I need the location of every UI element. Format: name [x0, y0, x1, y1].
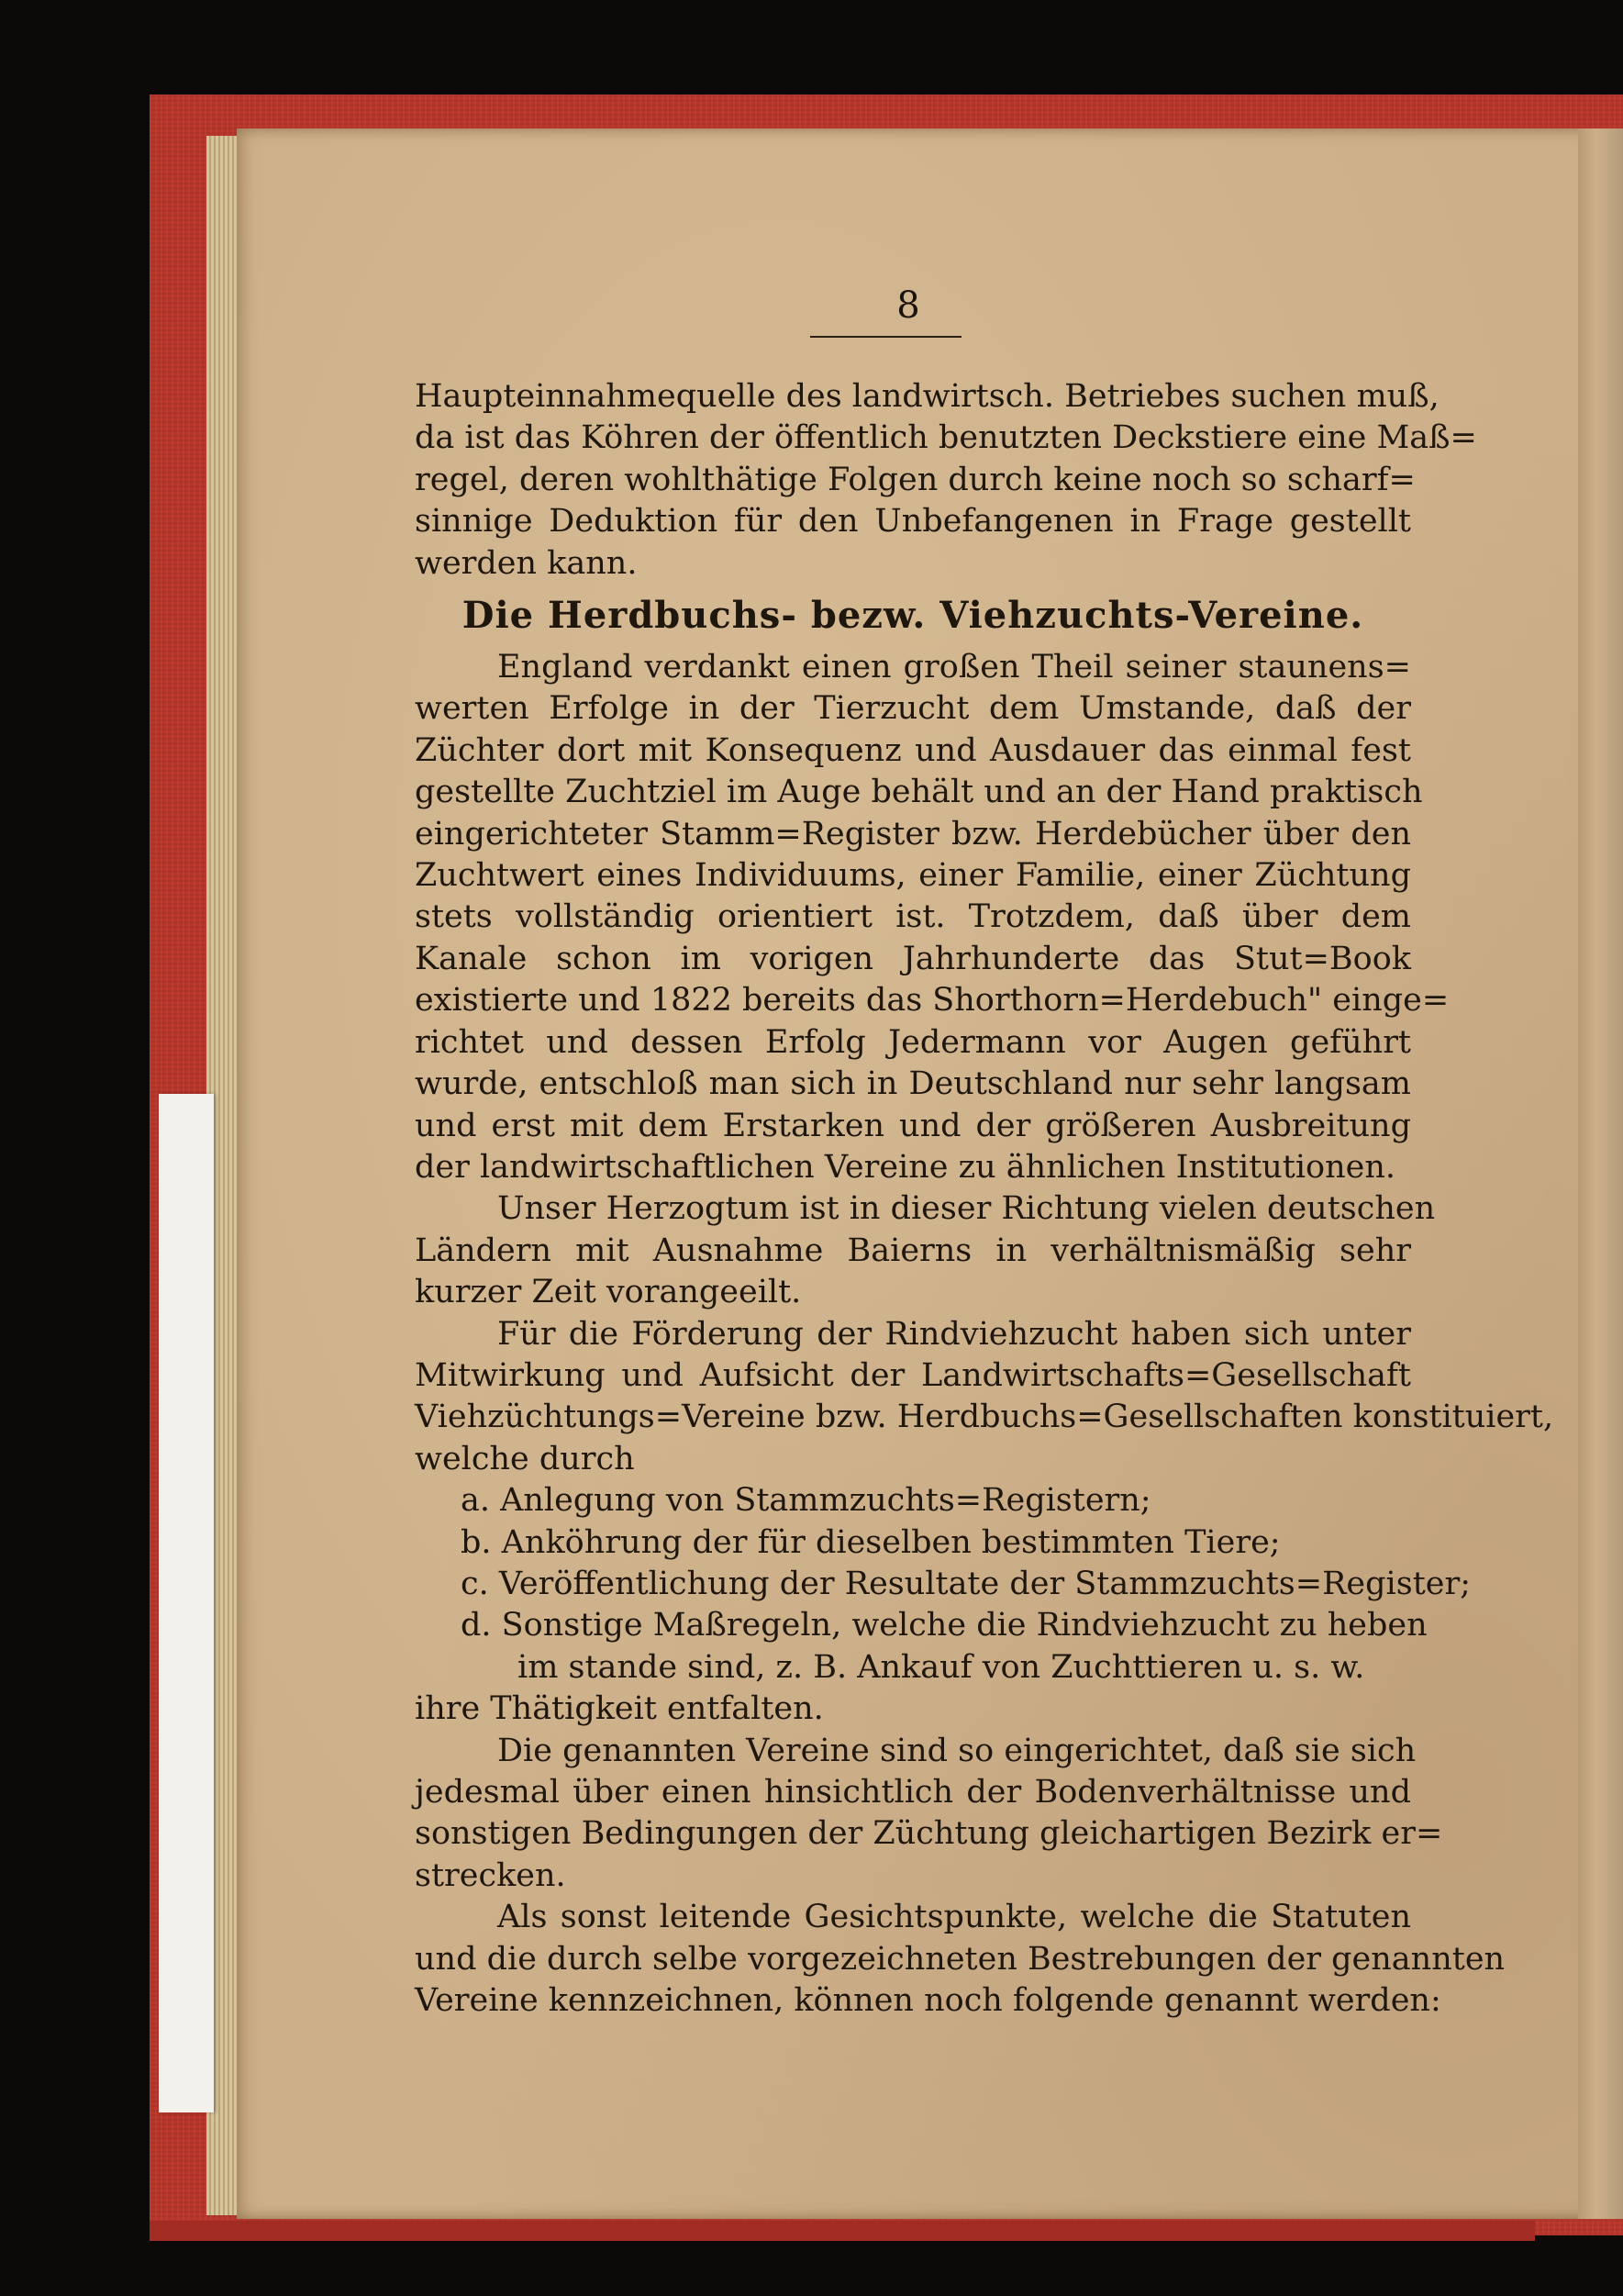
paragraph-foerderung: [415, 1314, 1554, 1481]
text-line: sonstigen Bedingungen der Züchtung gleichartigen Bezirk er=: [415, 1815, 1443, 1853]
text-line: richtet und dessen Erfolg Jedermann vor Augen geführt: [415, 1023, 1411, 1061]
book-cover-lower-edge: [150, 2221, 1535, 2241]
text-line: existierte und 1822 bereits das Shorthorn=Herdebuch" einge=: [415, 982, 1450, 1020]
text-line: Viehzüchtungs=Vereine bzw. Herdbuchs=Gesellschaften konstituiert,: [415, 1399, 1554, 1436]
text-line: sinnige Deduktion für den Unbefangenen in Frage gestellt: [415, 503, 1411, 541]
page-gutter-shadow: [1578, 128, 1623, 2219]
paragraph-england: [415, 647, 1450, 1188]
list-item: b. Anköhrung der für dieselben bestimmten Tiere;: [461, 1523, 1281, 1561]
text-line: jedesmal über einen hinsichtlich der Bodenverhältnisse und: [415, 1774, 1411, 1811]
text-line: ihre Thätigkeit entfalten.: [415, 1690, 824, 1728]
text-line: und erst mit dem Erstarken und der größeren Ausbreitung: [415, 1107, 1411, 1144]
text-line: werden kann.: [415, 544, 638, 582]
text-line: Unser Herzogtum ist in dieser Richtung vielen deutschen: [497, 1190, 1436, 1228]
text-line: gestellte Zuchtziel im Auge behält und an der Hand praktisch: [415, 774, 1423, 811]
list-item: d. Sonstige Maßregeln, welche die Rindviehzucht zu heben: [461, 1607, 1428, 1644]
text-line: der landwirtschaftlichen Vereine zu ähnlichen Institutionen.: [415, 1148, 1396, 1186]
text-line: Zuchtwert eines Individuums, einer Familie, einer Züchtung: [415, 857, 1411, 895]
text-line: Kanale schon im vorigen Jahrhunderte das Stut=Book: [415, 940, 1411, 977]
text-line: wurde, entschloß man sich in Deutschland nur sehr langsam: [415, 1065, 1411, 1103]
page-text-block: [415, 376, 1554, 2022]
text-line: regel, deren wohlthätige Folgen durch keine noch so scharf=: [415, 461, 1416, 498]
text-line: Züchter dort mit Konsequenz und Ausdauer das einmal fest: [415, 731, 1411, 769]
text-line: da ist das Köhren der öffentlich benutzten Deckstiere eine Maß=: [415, 419, 1477, 457]
section-heading: Die Herdbuchs- bezw. Viehzuchts-Vereine.: [461, 594, 1364, 638]
text-line: kurzer Zeit vorangeeilt.: [415, 1274, 802, 1311]
list-item: c. Veröffentlichung der Resultate der Stammzuchts=Register;: [461, 1565, 1471, 1602]
text-line: Haupteinnahmequelle des landwirtsch. Betriebes suchen muß,: [415, 378, 1440, 415]
enumerated-list: [415, 1480, 1471, 1730]
page-number: 8: [896, 284, 920, 327]
text-line: England verdankt einen großen Theil seiner staunens=: [497, 649, 1411, 686]
text-line: Als sonst leitende Gesichtspunkte, welche die Statuten: [497, 1899, 1411, 1936]
paragraph-gesichtspunkte: [415, 1897, 1506, 2022]
list-item: a. Anlegung von Stammzuchts=Registern;: [461, 1482, 1151, 1520]
intro-paragraph: [415, 376, 1477, 585]
list-item-continuation: im stande sind, z. B. Ankauf von Zuchttieren u. s. w.: [517, 1648, 1365, 1686]
text-line: eingerichteter Stamm=Register bzw. Herdebücher über den: [415, 815, 1411, 853]
text-line: strecken.: [415, 1856, 566, 1894]
page-number-rule: [810, 336, 962, 338]
text-line: werten Erfolge in der Tierzucht dem Umstande, daß der: [415, 690, 1411, 728]
text-line: Mitwirkung und Aufsicht der Landwirtschafts=Gesellschaft: [415, 1356, 1411, 1394]
paragraph-vereine: [415, 1731, 1443, 1898]
text-line: und die durch selbe vorgezeichneten Bestrebungen der genannten: [415, 1940, 1506, 1978]
text-line: Ländern mit Ausnahme Baierns in verhältnismäßig sehr: [415, 1232, 1411, 1269]
paragraph-herzogtum: [415, 1188, 1436, 1313]
paper-bookmark-strip: [159, 1094, 214, 2112]
text-line: Die genannten Vereine sind so eingerichtet, daß sie sich: [497, 1732, 1417, 1769]
text-line: stets vollständig orientiert ist. Trotzdem, daß über dem: [415, 898, 1411, 936]
text-line: Für die Förderung der Rindviehzucht haben sich unter: [497, 1315, 1411, 1353]
text-line: welche durch: [415, 1440, 635, 1477]
text-line: Vereine kennzeichnen, können noch folgende genannt werden:: [415, 1982, 1441, 2020]
